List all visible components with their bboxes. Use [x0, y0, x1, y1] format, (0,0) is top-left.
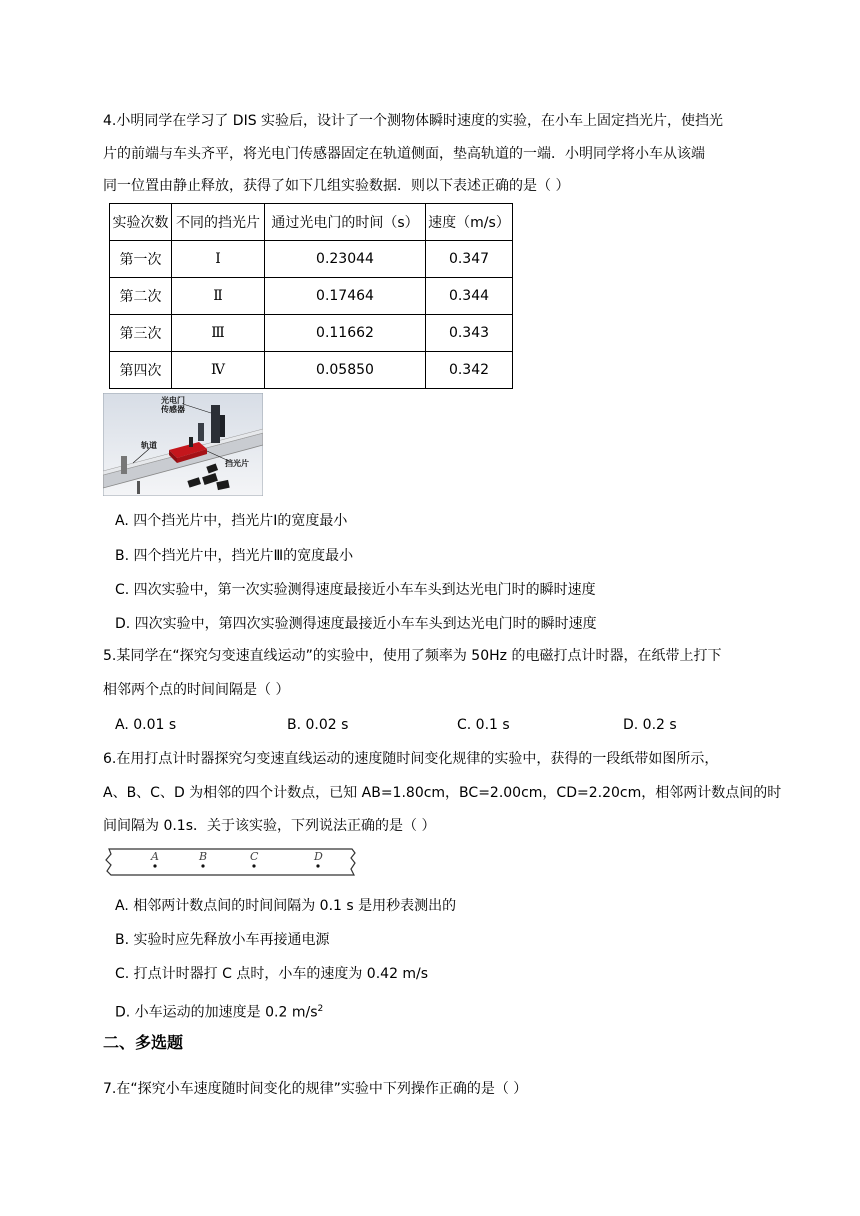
table-cell: 第一次 [110, 241, 172, 278]
tape-label-b: B [199, 850, 208, 863]
tape-dot-d [316, 864, 319, 867]
table-cell: 0.342 [426, 352, 513, 389]
table-row [110, 241, 513, 278]
table-header-cell: 实验次数 [110, 204, 172, 241]
q6-text-line-2: A、B、C、D 为相邻的四个计数点，已知 AB=1.80cm，BC=2.00cm，CD=2.20cm，相邻两计数点间的时 [103, 785, 782, 801]
tape-label-a: A [151, 850, 159, 863]
q5-option-a: A. 0.01 s [115, 717, 177, 733]
table-header-cell: 通过光电门的时间（s） [265, 204, 426, 241]
q6-text-line-1: 6.在用打点计时器探究匀变速直线运动的速度随时间变化规律的实验中，获得的一段纸带如图所示， [103, 751, 719, 767]
table-cell: 第三次 [110, 315, 172, 352]
table-cell: Ⅲ [172, 315, 265, 352]
q6-text-line-3: 间间隔为 0.1s．关于该实验，下列说法正确的是（ ） [103, 818, 436, 834]
q5-text-line-1: 5.某同学在“探究匀变速直线运动”的实验中，使用了频率为 50Hz 的电磁打点计时器，在纸带上打下 [103, 648, 722, 664]
q6-option-b: B. 实验时应先释放小车再接通电源 [115, 932, 330, 948]
table-cell: 0.347 [426, 241, 513, 278]
sensor-label-line-2: 传感器 [161, 405, 185, 414]
q7-text-line-1: 7.在“探究小车速度随时间变化的规律”实验中下列操作正确的是（ ） [103, 1081, 528, 1097]
q4-option-a: A. 四个挡光片中，挡光片Ⅰ的宽度最小 [115, 513, 348, 529]
table-cell: Ⅳ [172, 352, 265, 389]
table-cell: 0.23044 [265, 241, 426, 278]
track-label: 轨道 [141, 441, 157, 450]
q4-text-line-2: 片的前端与车头齐平，将光电门传感器固定在轨道侧面，垫高轨道的一端．小明同学将小车从该端 [103, 146, 705, 162]
q4-text-line-3: 同一位置由静止释放，获得了如下几组实验数据．则以下表述正确的是（ ） [103, 178, 570, 194]
table-cell: 0.343 [426, 315, 513, 352]
table-header-cell: 不同的挡光片 [172, 204, 265, 241]
table-cell: 第四次 [110, 352, 172, 389]
shutter-label: 挡光片 [225, 459, 249, 468]
sensor-label-line-1: 光电门 [161, 396, 185, 405]
q5-option-d: D. 0.2 s [623, 717, 677, 733]
table-cell: 0.11662 [265, 315, 426, 352]
table-cell: Ⅰ [172, 241, 265, 278]
table-cell: Ⅱ [172, 278, 265, 315]
q5-option-b: B. 0.02 s [287, 717, 349, 733]
q6-option-a: A. 相邻两计数点间的时间间隔为 0.1 s 是用秒表测出的 [115, 898, 457, 914]
table-cell: 0.17464 [265, 278, 426, 315]
table-row [110, 278, 513, 315]
table-header-cell: 速度（m/s） [426, 204, 513, 241]
tape-dot-b [201, 864, 204, 867]
q6-option-d [115, 999, 323, 1023]
table-header-row [110, 204, 513, 241]
q4-option-b: B. 四个挡光片中，挡光片Ⅲ的宽度最小 [115, 548, 354, 564]
table-cell: 0.05850 [265, 352, 426, 389]
q4-option-c: C. 四次实验中，第一次实验测得速度最接近小车车头到达光电门时的瞬时速度 [115, 582, 596, 598]
tape-label-c: C [250, 850, 259, 863]
q5-text-line-2: 相邻两个点的时间间隔是（ ） [103, 682, 290, 698]
table-cell: 0.344 [426, 278, 513, 315]
experiment-data-table [109, 203, 513, 389]
q6-option-d-superscript: 2 [317, 1004, 324, 1014]
q4-text-line-1: 4.小明同学在学习了 DIS 实验后，设计了一个测物体瞬时速度的实验，在小车上固定挡光片，使挡光 [103, 113, 724, 129]
table-row [110, 352, 513, 389]
paper-tape-figure [103, 845, 358, 879]
q6-option-c: C. 打点计时器打 C 点时，小车的速度为 0.42 m/s [115, 966, 429, 982]
q5-option-c: C. 0.1 s [457, 717, 510, 733]
table-row [110, 315, 513, 352]
table-cell: 第二次 [110, 278, 172, 315]
experiment-apparatus-figure [103, 393, 263, 496]
tape-dot-c [252, 864, 255, 867]
tape-label-d: D [314, 850, 323, 863]
tape-dot-a [153, 864, 156, 867]
q4-option-d: D. 四次实验中，第四次实验测得速度最接近小车车头到达光电门时的瞬时速度 [115, 616, 597, 632]
q6-option-d-text: D. 小车运动的加速度是 0.2 m/s [115, 1004, 318, 1021]
section-title: 二、多选题 [103, 1033, 184, 1052]
